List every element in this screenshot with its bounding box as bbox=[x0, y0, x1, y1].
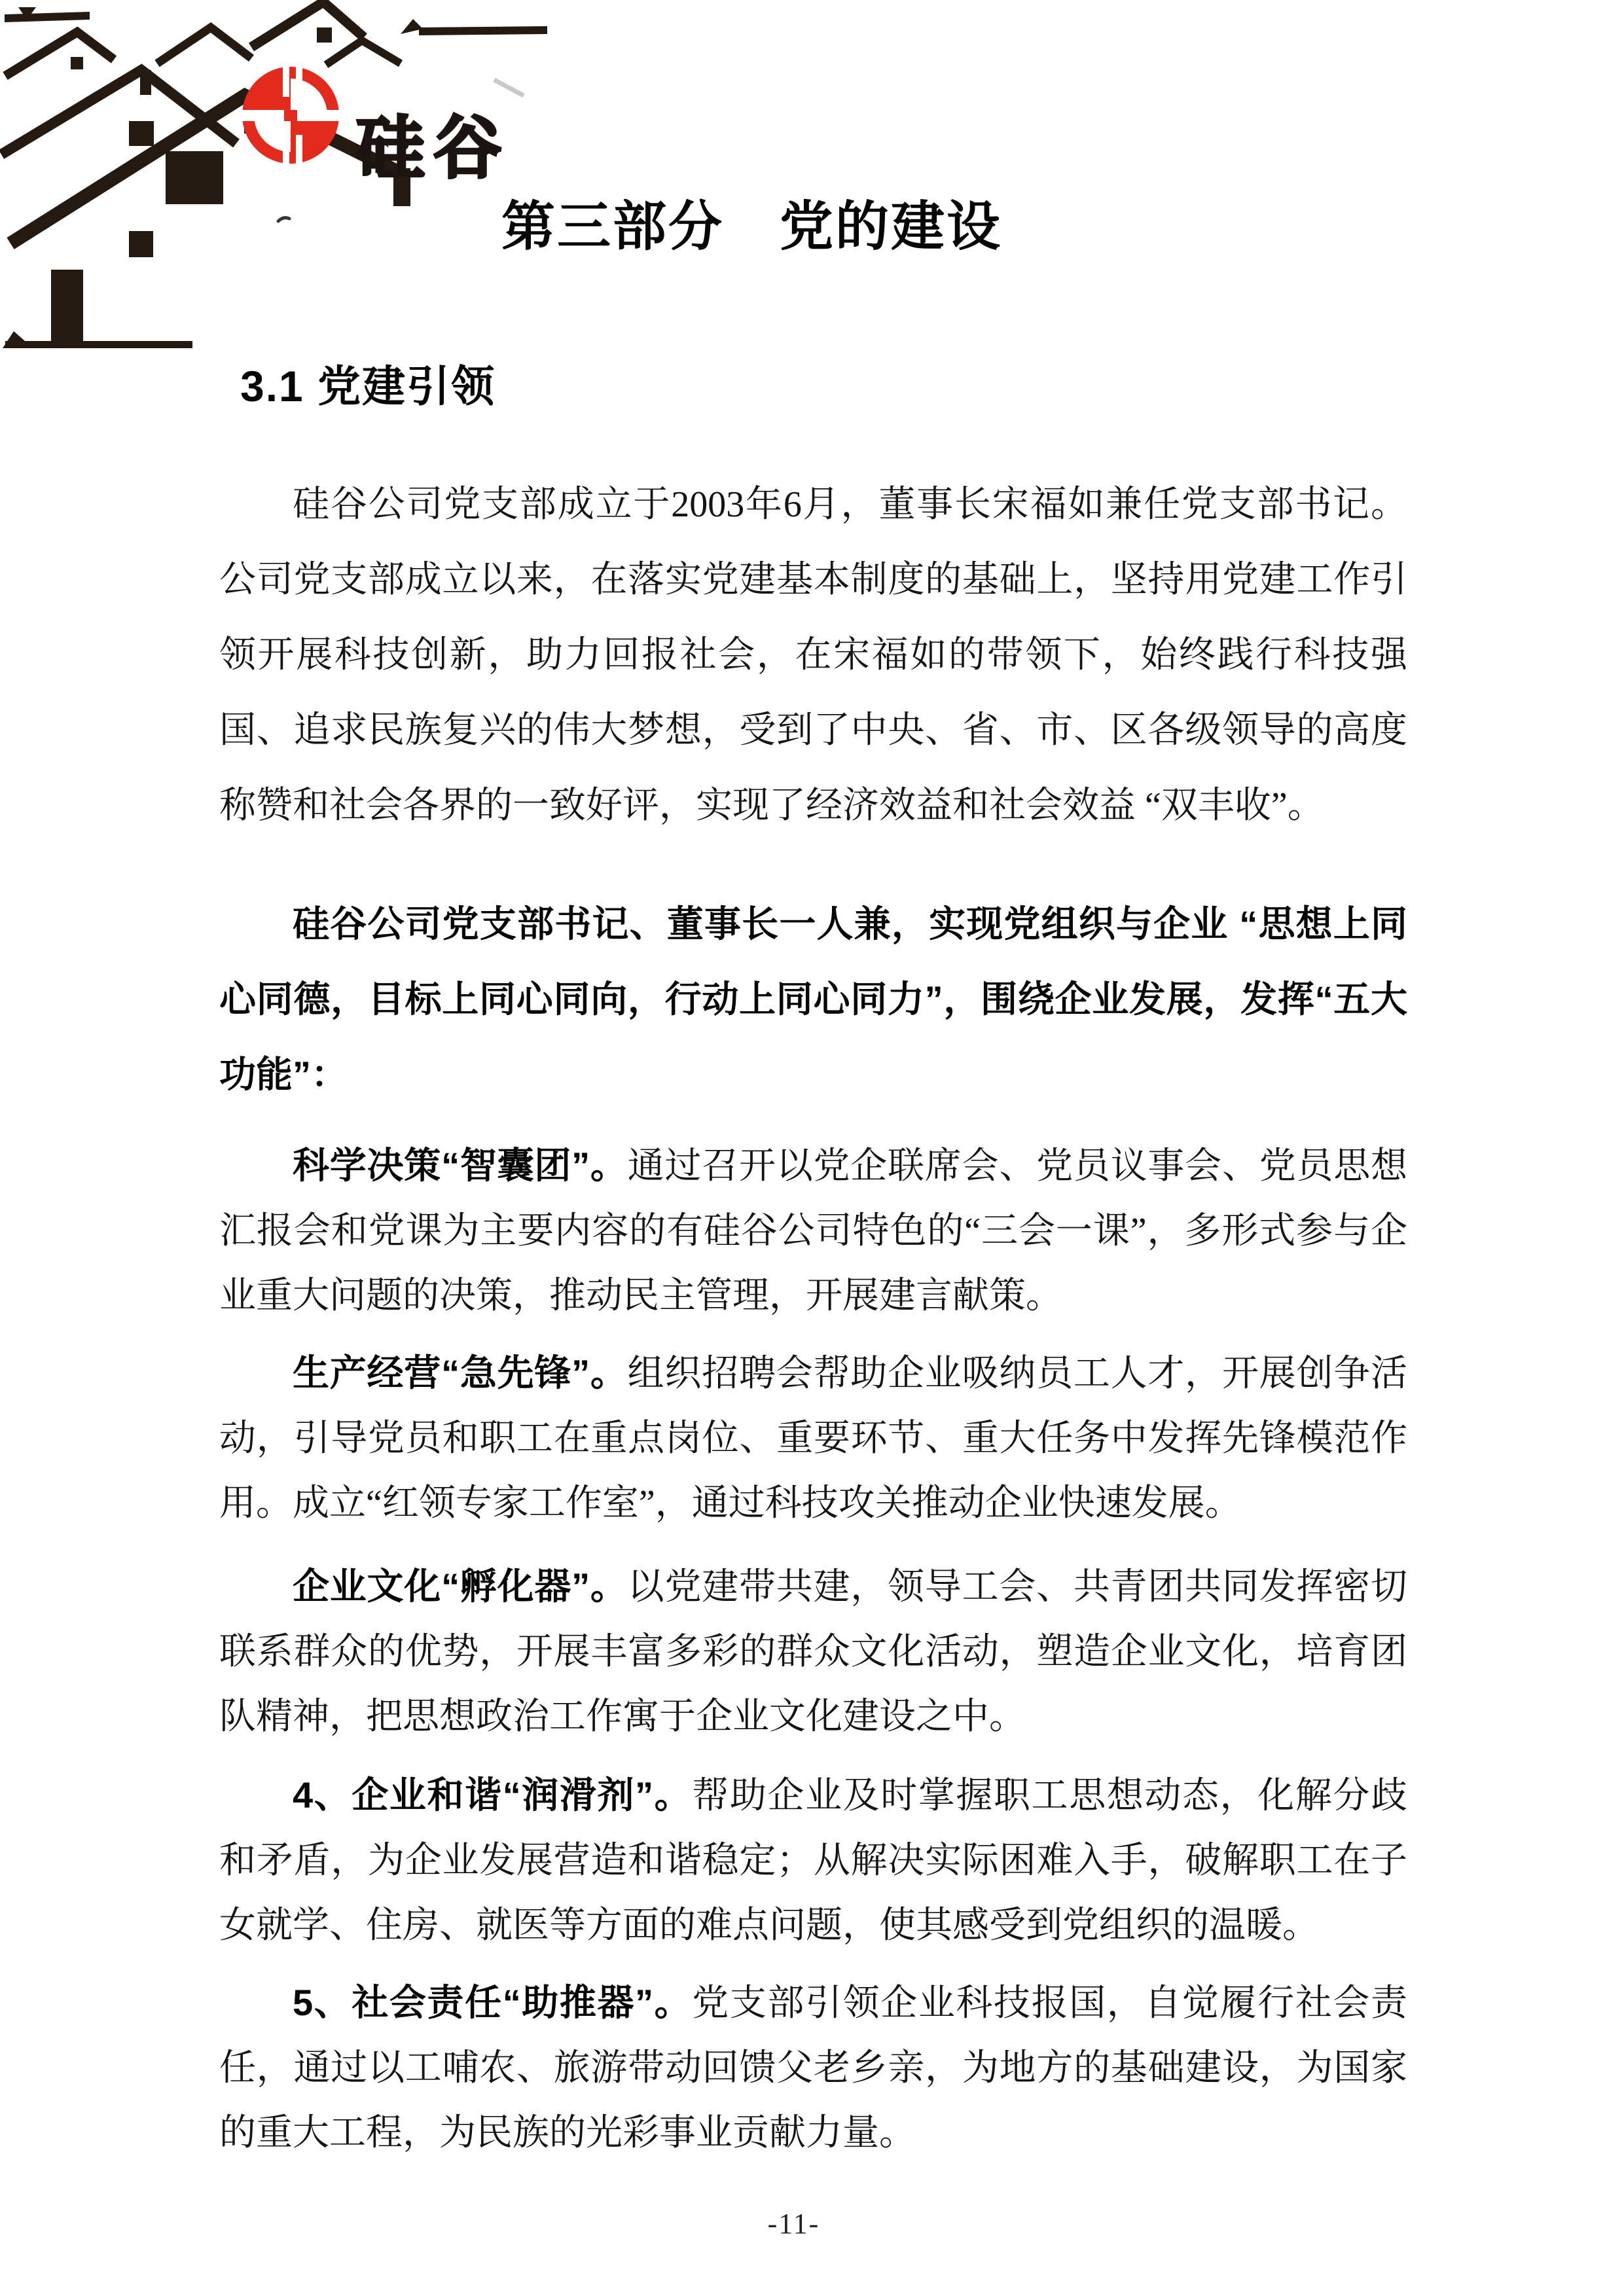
logo-wordmark: 硅谷 bbox=[356, 111, 511, 187]
paragraph-intro bbox=[219, 466, 1407, 844]
paragraph-function-5 bbox=[219, 1970, 1407, 2166]
paragraph-text: 党支部引领企业科技报国，自觉履行社会责任，通过以工哺农、旅游带动回馈父老乡亲，为地方的基础建设，为国家的重大工程，为民族的光彩事业贡献力量。 bbox=[219, 1983, 1408, 2153]
section-heading: 3.1 党建引领 bbox=[240, 362, 496, 410]
paragraph-text: 硅谷公司党支部成立于2003年6月，董事长宋福如兼任党支部书记。公司党支部成立以来，在落实党建基本制度的基础上，坚持用党建工作引领开展科技创新，助力回报社会，在宋福如的带领下，始终践行科技强国、追求民族复兴的伟大梦想，受到了中央、省、市、区各级领导的高度称赞和社会各界的一致好评，实现了经济效益和社会效益 “双丰收”。 bbox=[219, 484, 1407, 826]
paragraph-function-2 bbox=[219, 1340, 1407, 1536]
content-column bbox=[219, 0, 1407, 2241]
paragraph-text: 帮助企业及时掌握职工思想动态，化解分歧和矛盾，为企业发展营造和谐稳定；从解决实际困难入手，破解职工在子女就学、住房、就医等方面的难点问题，使其感受到党组织的温暖。 bbox=[219, 1776, 1408, 1946]
paragraph-lead: 企业文化“孵化器”。 bbox=[293, 1566, 628, 1607]
paragraph-lead: 科学决策“智囊团”。 bbox=[293, 1145, 628, 1186]
paragraph-function-1 bbox=[219, 1133, 1407, 1329]
paragraph-lead: 4、企业和谐“润滑剂”。 bbox=[293, 1774, 693, 1816]
page-number: -11- bbox=[767, 2208, 820, 2240]
paragraph-text: 硅谷公司党支部书记、董事长一人兼，实现党组织与企业 “思想上同心同德，目标上同心同向，行动上同心同力”，围绕企业发展，发挥“五大功能”： bbox=[219, 903, 1407, 1095]
paragraph-function-3 bbox=[219, 1554, 1407, 1749]
paragraph-function-4 bbox=[219, 1763, 1407, 1958]
paragraph-lead: 生产经营“急先锋”。 bbox=[293, 1352, 628, 1393]
paragraph-lead: 5、社会责任“助推器”。 bbox=[293, 1982, 693, 2023]
paragraph-text: 以党建带共建，领导工会、共青团共同发挥密切联系群众的优势，开展丰富多彩的群众文化活动，塑造企业文化，培育团队精神，把思想政治工作寓于企业文化建设之中。 bbox=[219, 1567, 1408, 1737]
paragraph-principle bbox=[219, 886, 1407, 1112]
paragraph-text: 组织招聘会帮助企业吸纳员工人才，开展创争活动，引导党员和职工在重点岗位、重要环节、重大任务中发挥先锋模范作用。成立“红领专家工作室”，通过科技攻关推动企业快速发展。 bbox=[219, 1354, 1408, 1524]
document-title: 第三部分 党的建设 bbox=[501, 197, 1002, 257]
paragraph-text: 通过召开以党企联席会、党员议事会、党员思想汇报会和党课为主要内容的有硅谷公司特色的“三会一课”，多形式参与企业重大问题的决策，推动民主管理，开展建言献策。 bbox=[219, 1146, 1408, 1316]
